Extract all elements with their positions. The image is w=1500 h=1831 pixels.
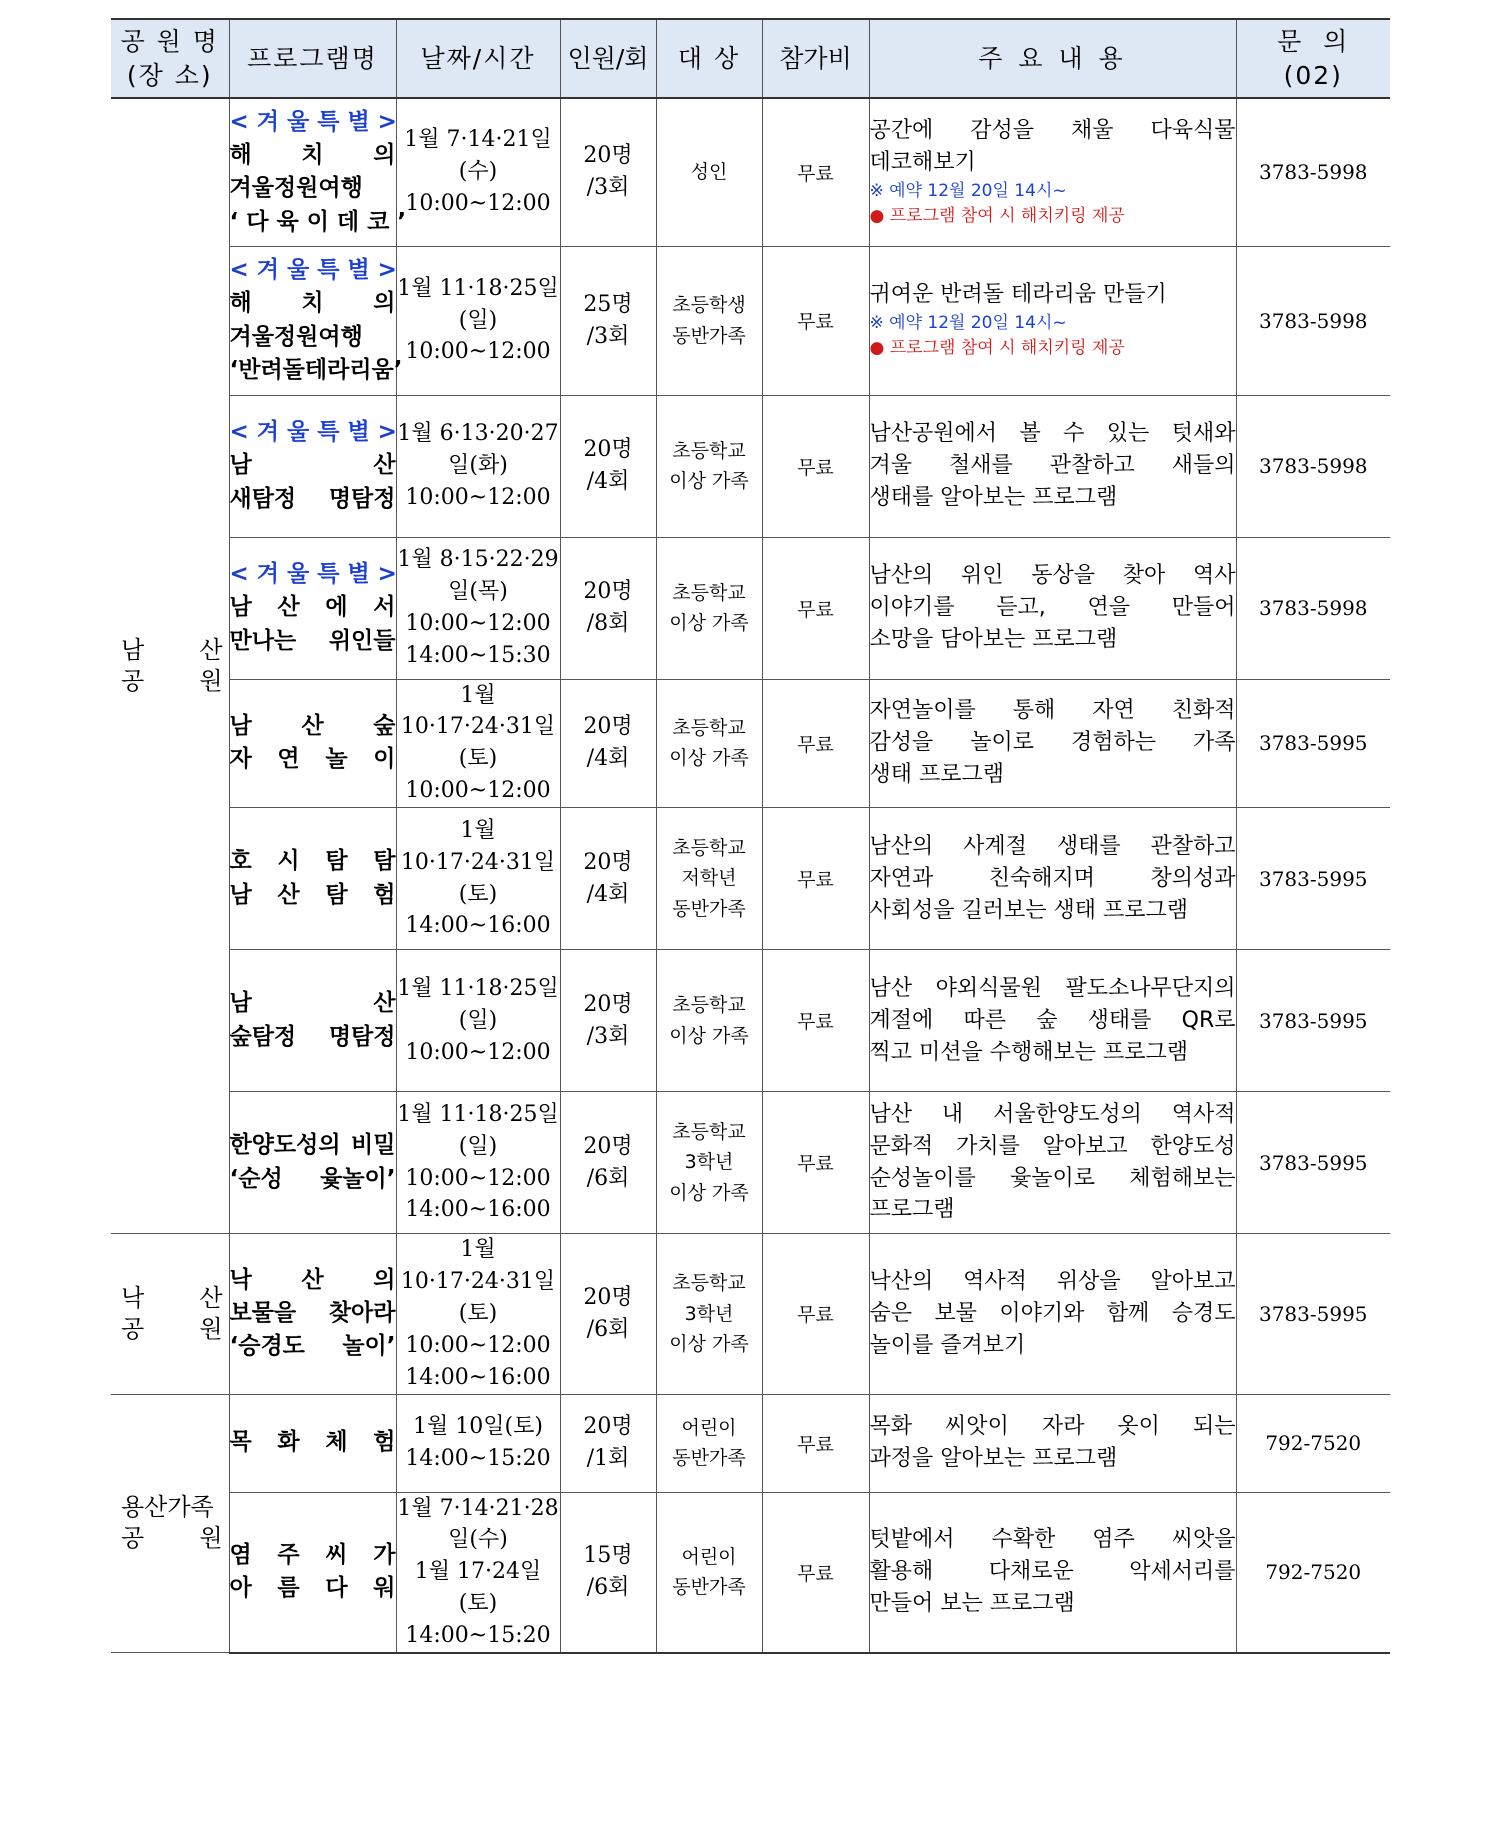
capacity-line: 15명	[583, 1543, 633, 1569]
fee-cell: 무료	[762, 1234, 869, 1394]
park-name-char: 원	[199, 1314, 223, 1343]
datetime-line: 1월 11·18·25일(일)	[397, 1101, 559, 1159]
table-row	[111, 950, 1390, 1092]
target-line: 동반가족	[672, 1447, 746, 1470]
datetime-cell	[396, 1394, 560, 1492]
datetime-line: 1월 17·24일(토)	[414, 1559, 542, 1617]
capacity-line: /8회	[586, 611, 630, 636]
park-name-cell	[111, 1394, 229, 1653]
capacity-cell	[560, 1234, 656, 1394]
target-line: 이상 가족	[669, 747, 749, 770]
content-line: 소망을 담아보는 프로그램	[869, 626, 1118, 652]
target-line: 이상 가족	[669, 1024, 749, 1047]
park-name-line	[111, 1523, 229, 1554]
target-line: 이상 가족	[669, 1332, 749, 1355]
datetime-line: 1월 10·17·24·31일(토)	[400, 817, 556, 907]
program-name-cell	[229, 679, 396, 808]
capacity-line: /6회	[586, 1575, 630, 1601]
capacity-line: /6회	[586, 1165, 630, 1191]
target-line: 초등학교	[672, 439, 746, 462]
contact-cell: 792-7520	[1236, 1394, 1390, 1492]
capacity-line: 20명	[583, 437, 633, 463]
special-label: < 겨 울 특 별 >	[229, 418, 397, 445]
content-line: 생태를 알아보는 프로그램	[869, 484, 1118, 510]
target-line: 어린이	[681, 1416, 737, 1439]
fee-cell: 무료	[762, 1092, 869, 1234]
capacity-line: 20명	[583, 143, 633, 169]
table-row	[111, 679, 1390, 808]
program-name-line: 남 산 에 서	[229, 594, 396, 621]
capacity-line: 20명	[583, 1284, 633, 1310]
capacity-cell	[560, 98, 656, 246]
program-name-line: 호 시 탐 탐	[229, 848, 396, 875]
program-name-cell	[229, 1092, 396, 1234]
target-line: 어린이	[681, 1545, 737, 1568]
fee-cell: 무료	[762, 98, 869, 246]
content-line: 계절에 따른 숲 생태를 QR로	[869, 1007, 1236, 1033]
target-cell	[656, 1234, 762, 1394]
datetime-line: 10:00~12:00	[405, 778, 551, 804]
program-name-line: 겨울정원여행	[229, 323, 363, 350]
target-line: 초등학교	[672, 836, 746, 859]
program-name-line: 새탐정 명탐정	[229, 485, 396, 512]
datetime-line: 1월 10일(토)	[413, 1414, 543, 1440]
header-target: 대 상	[656, 19, 762, 98]
header-datetime: 날짜/시간	[396, 19, 560, 98]
program-name-cell	[229, 246, 403, 395]
content-line: 공간에 감성을 채울 다육식물	[869, 117, 1236, 143]
program-name-line: 염 주 씨 가	[229, 1541, 396, 1568]
header-park: 공 원 명 (장 소)	[111, 19, 229, 98]
datetime-line: 1월 8·15·22·29일(목)	[397, 547, 559, 605]
target-line: 3학년	[684, 1302, 734, 1325]
datetime-cell	[396, 1092, 560, 1234]
target-line: 이상 가족	[669, 470, 749, 492]
capacity-cell	[560, 1092, 656, 1234]
fee-cell: 무료	[762, 808, 869, 950]
program-name-line: 자 연 놀 이	[229, 746, 396, 773]
capacity-line: 20명	[583, 991, 633, 1017]
content-line: 숨은 보물 이야기와 함께 승경도	[869, 1300, 1236, 1326]
program-name-line: 남 산	[229, 990, 396, 1017]
datetime-cell	[396, 950, 560, 1092]
program-name-cell	[229, 537, 396, 679]
target-cell	[656, 98, 762, 246]
capacity-line: /3회	[586, 323, 630, 349]
program-name-line: 해 치 의	[229, 141, 396, 168]
fee-cell: 무료	[762, 1492, 869, 1653]
park-name-cell	[111, 1234, 229, 1394]
fee-cell: 무료	[762, 950, 869, 1092]
park-name-char: 산	[199, 635, 223, 664]
contact-cell: 3783-5995	[1236, 808, 1390, 950]
park-name-char: 산	[199, 1283, 223, 1312]
content-line: 찍고 미션을 수행해보는 프로그램	[869, 1039, 1189, 1065]
target-line: 동반가족	[672, 1576, 746, 1599]
datetime-line: 10:00~12:00	[405, 1039, 551, 1065]
datetime-line: 10:00~12:00	[405, 484, 551, 510]
park-name-char: 공	[121, 667, 145, 696]
capacity-cell	[560, 1394, 656, 1492]
content-line: 자연놀이를 통해 자연 친화적	[869, 698, 1236, 724]
program-name-line: ‘ 다 육 이 데 코 ’	[229, 208, 407, 235]
content-line: 텃밭에서 수확한 염주 씨앗을	[869, 1527, 1236, 1553]
content-line: 낙산의 역사적 위상을 알아보고	[869, 1268, 1236, 1294]
target-line: 초등학생	[672, 294, 746, 317]
contact-cell: 3783-5998	[1236, 246, 1390, 395]
program-name-cell	[229, 1492, 396, 1653]
datetime-line: 1월 11·18·25일(일)	[397, 275, 559, 333]
header-program: 프로그램명	[229, 19, 396, 98]
content-line: 문화적 가치를 알아보고 한양도성	[869, 1133, 1236, 1159]
table-row	[111, 246, 1390, 395]
park-name-cell	[111, 98, 229, 1234]
program-name-line: 해 치 의	[229, 290, 396, 317]
target-line: 3학년	[684, 1151, 734, 1174]
target-cell	[656, 1492, 762, 1653]
target-line: 초등학교	[672, 581, 746, 604]
content-line: 순성놀이를 윷놀이로 체험해보는	[869, 1165, 1236, 1191]
program-name-line: ‘순성 윷놀이’	[229, 1165, 396, 1192]
table-row	[111, 1092, 1390, 1234]
target-line: 동반가족	[672, 897, 746, 920]
datetime-cell	[396, 679, 560, 808]
content-line: 감성을 놀이로 경험하는 가족	[869, 730, 1236, 756]
fee-cell: 무료	[762, 679, 869, 808]
datetime-cell	[396, 1492, 560, 1653]
content-line: 데코해보기	[869, 149, 976, 175]
datetime-line: 1월 7·14·21·28일(수)	[397, 1495, 559, 1553]
park-name-char: 공	[121, 1524, 145, 1553]
contact-cell: 3783-5995	[1236, 679, 1390, 808]
capacity-line: /4회	[586, 469, 630, 494]
park-name-line	[111, 1283, 229, 1314]
datetime-line: 1월 6·13·20·27일(화)	[397, 421, 559, 479]
target-line: 이상 가족	[669, 612, 749, 634]
capacity-line: /6회	[586, 1316, 630, 1342]
datetime-line: 10:00~12:00	[405, 1165, 551, 1191]
capacity-cell	[560, 950, 656, 1092]
program-name-line: ‘반려돌테라리움’	[229, 356, 403, 383]
content-cell	[869, 98, 1236, 246]
target-line: 초등학교	[672, 1272, 746, 1295]
datetime-line: 10:00~12:00	[405, 339, 551, 365]
special-label: < 겨 울 특 별 >	[229, 108, 397, 135]
park-name-line	[111, 635, 229, 666]
datetime-line: 1월 10·17·24·31일(토)	[400, 682, 556, 772]
datetime-line: 14:00~16:00	[405, 1364, 551, 1390]
content-cell	[869, 808, 1236, 950]
program-name-line: 겨울정원여행	[229, 175, 363, 202]
content-line: 남산공원에서 볼 수 있는 텃새와	[869, 421, 1236, 447]
fee-cell: 무료	[762, 1394, 869, 1492]
program-name-line: 목 화 체 험	[229, 1429, 396, 1456]
target-line: 성인	[690, 161, 728, 184]
park-name-char: 원	[199, 667, 223, 696]
target-cell	[656, 679, 762, 808]
program-name-cell	[229, 1234, 396, 1394]
program-name-line: 한양도성의 비밀	[229, 1132, 396, 1159]
target-cell	[656, 246, 762, 395]
target-line: 초등학교	[672, 1120, 746, 1143]
capacity-cell	[560, 679, 656, 808]
content-cell	[869, 679, 1236, 808]
datetime-line: 1월 11·18·25일(일)	[397, 975, 559, 1033]
content-line: 프로그램	[869, 1197, 955, 1223]
reservation-note: ※ 예약 12월 20일 14시~	[869, 312, 1067, 333]
special-label: < 겨 울 특 별 >	[229, 560, 397, 587]
fee-cell: 무료	[762, 246, 869, 395]
datetime-line: 10:00~12:00	[405, 611, 551, 636]
gift-note: ● 프로그램 참여 시 해치키링 제공	[869, 206, 1125, 227]
reservation-note: ※ 예약 12월 20일 14시~	[869, 180, 1067, 201]
target-line: 저학년	[681, 867, 737, 890]
table-row	[111, 98, 1390, 246]
target-cell	[656, 395, 762, 537]
program-name-line: 보물을 찾아라	[229, 1300, 396, 1327]
content-cell	[869, 537, 1236, 679]
contact-cell: 3783-5995	[1236, 950, 1390, 1092]
target-line: 이상 가족	[669, 1181, 749, 1204]
table-row	[111, 537, 1390, 679]
program-name-line: 남 산 숲	[229, 712, 396, 739]
target-cell	[656, 1394, 762, 1492]
content-cell	[869, 1234, 1236, 1394]
content-line: 이야기를 듣고, 연을 만들어	[869, 595, 1236, 621]
datetime-cell	[396, 246, 560, 395]
datetime-line: 14:00~15:20	[405, 1623, 551, 1649]
datetime-cell	[396, 1234, 560, 1394]
datetime-line: 10:00~12:00	[405, 191, 551, 217]
target-line: 동반가족	[672, 324, 746, 347]
header-content: 주 요 내 용	[869, 19, 1236, 98]
park-name-line	[111, 666, 229, 697]
datetime-cell	[396, 395, 560, 537]
content-line: 자연과 친숙해지며 창의성과	[869, 865, 1236, 891]
fee-cell: 무료	[762, 537, 869, 679]
target-cell	[656, 1092, 762, 1234]
park-name-char: 공	[121, 1314, 145, 1343]
content-line: 과정을 알아보는 프로그램	[869, 1446, 1118, 1472]
content-cell	[869, 950, 1236, 1092]
park-name-line	[111, 1314, 229, 1345]
content-cell	[869, 1492, 1236, 1653]
park-name-char: 낙	[121, 1283, 145, 1312]
datetime-line: 14:00~16:00	[405, 1197, 551, 1223]
program-name-cell	[229, 1394, 396, 1492]
capacity-cell	[560, 395, 656, 537]
header-fee: 참가비	[762, 19, 869, 98]
capacity-line: 20명	[583, 849, 633, 875]
capacity-line: 20명	[583, 579, 633, 605]
fee-cell: 무료	[762, 395, 869, 537]
content-cell	[869, 246, 1236, 395]
table-row	[111, 808, 1390, 950]
datetime-line: 1월 10·17·24·31일(토)	[400, 1237, 556, 1326]
program-name-line: 숲탐정 명탐정	[229, 1023, 396, 1050]
contact-cell: 3783-5995	[1236, 1234, 1390, 1394]
content-line: 만들어 보는 프로그램	[869, 1591, 1075, 1617]
program-name-line: 낙 산 의	[229, 1266, 396, 1293]
content-line: 남산의 사계절 생태를 관찰하고	[869, 833, 1236, 859]
content-line: 남산 내 서울한양도성의 역사적	[869, 1101, 1236, 1127]
capacity-line: 25명	[583, 291, 633, 317]
target-cell	[656, 537, 762, 679]
contact-cell: 3783-5998	[1236, 395, 1390, 537]
header-contact: 문 의 (02)	[1236, 19, 1390, 98]
capacity-cell	[560, 1492, 656, 1653]
table-row	[111, 1394, 1390, 1492]
program-name-cell	[229, 808, 396, 950]
datetime-cell	[396, 808, 560, 950]
capacity-line: /3회	[586, 1023, 630, 1049]
table-row	[111, 1492, 1390, 1653]
content-cell	[869, 1092, 1236, 1234]
capacity-line: /3회	[586, 175, 630, 201]
program-name-line: 남 산	[229, 452, 396, 479]
contact-cell: 3783-5998	[1236, 537, 1390, 679]
content-line: 목화 씨앗이 자라 옷이 되는	[869, 1414, 1236, 1440]
program-name-cell	[229, 395, 396, 537]
content-line: 사회성을 길러보는 생태 프로그램	[869, 897, 1189, 923]
program-name-line: 만나는 위인들	[229, 627, 396, 654]
capacity-line: 20명	[583, 1133, 633, 1159]
datetime-line: 10:00~12:00	[405, 1332, 551, 1358]
target-line: 초등학교	[672, 716, 746, 739]
capacity-line: 20명	[583, 1414, 633, 1440]
datetime-cell	[396, 537, 560, 679]
contact-cell: 792-7520	[1236, 1492, 1390, 1653]
content-line: 활용해 다채로운 악세서리를	[869, 1559, 1236, 1585]
table-row	[111, 1234, 1390, 1394]
header-capacity: 인원/회	[560, 19, 656, 98]
program-name-line: ‘승경도 놀이’	[229, 1333, 396, 1360]
park-name-char: 원	[199, 1524, 223, 1553]
content-cell	[869, 1394, 1236, 1492]
contact-cell: 3783-5995	[1236, 1092, 1390, 1234]
program-name-line: 아 름 다 워	[229, 1575, 396, 1602]
datetime-line: 1월 7·14·21일(수)	[404, 127, 552, 185]
gift-note: ● 프로그램 참여 시 해치키링 제공	[869, 338, 1125, 359]
table-row	[111, 395, 1390, 537]
target-line: 초등학교	[672, 994, 746, 1017]
content-line: 겨울 철새를 관찰하고 새들의	[869, 453, 1236, 479]
special-label: < 겨 울 특 별 >	[229, 256, 397, 283]
contact-cell: 3783-5998	[1236, 98, 1390, 246]
datetime-cell	[396, 98, 560, 246]
capacity-cell	[560, 537, 656, 679]
program-name-cell	[229, 950, 396, 1092]
capacity-line: /4회	[586, 881, 630, 907]
capacity-cell	[560, 808, 656, 950]
target-cell	[656, 950, 762, 1092]
datetime-line: 14:00~15:20	[405, 1446, 551, 1472]
capacity-line: /4회	[586, 746, 630, 772]
capacity-line: 20명	[583, 714, 633, 740]
datetime-line: 14:00~16:00	[405, 913, 551, 939]
content-line: 생태 프로그램	[869, 762, 1005, 788]
target-cell	[656, 808, 762, 950]
park-name-line: 용산가족	[121, 1493, 214, 1522]
park-name-char: 남	[121, 635, 145, 664]
content-line: 귀여운 반려돌 테라리움 만들기	[869, 282, 1167, 308]
program-name-line: 남 산 탐 험	[229, 881, 396, 908]
content-line: 남산의 위인 동상을 찾아 역사	[869, 563, 1236, 589]
content-cell	[869, 395, 1236, 537]
program-name-cell	[229, 98, 407, 246]
capacity-line: /1회	[586, 1446, 630, 1472]
header-row	[111, 19, 1390, 98]
content-line: 남산 야외식물원 팔도소나무단지의	[869, 975, 1236, 1001]
datetime-line: 14:00~15:30	[405, 642, 551, 668]
content-line: 놀이를 즐겨보기	[869, 1332, 1026, 1358]
capacity-cell	[560, 246, 656, 395]
program-table	[111, 18, 1390, 1654]
